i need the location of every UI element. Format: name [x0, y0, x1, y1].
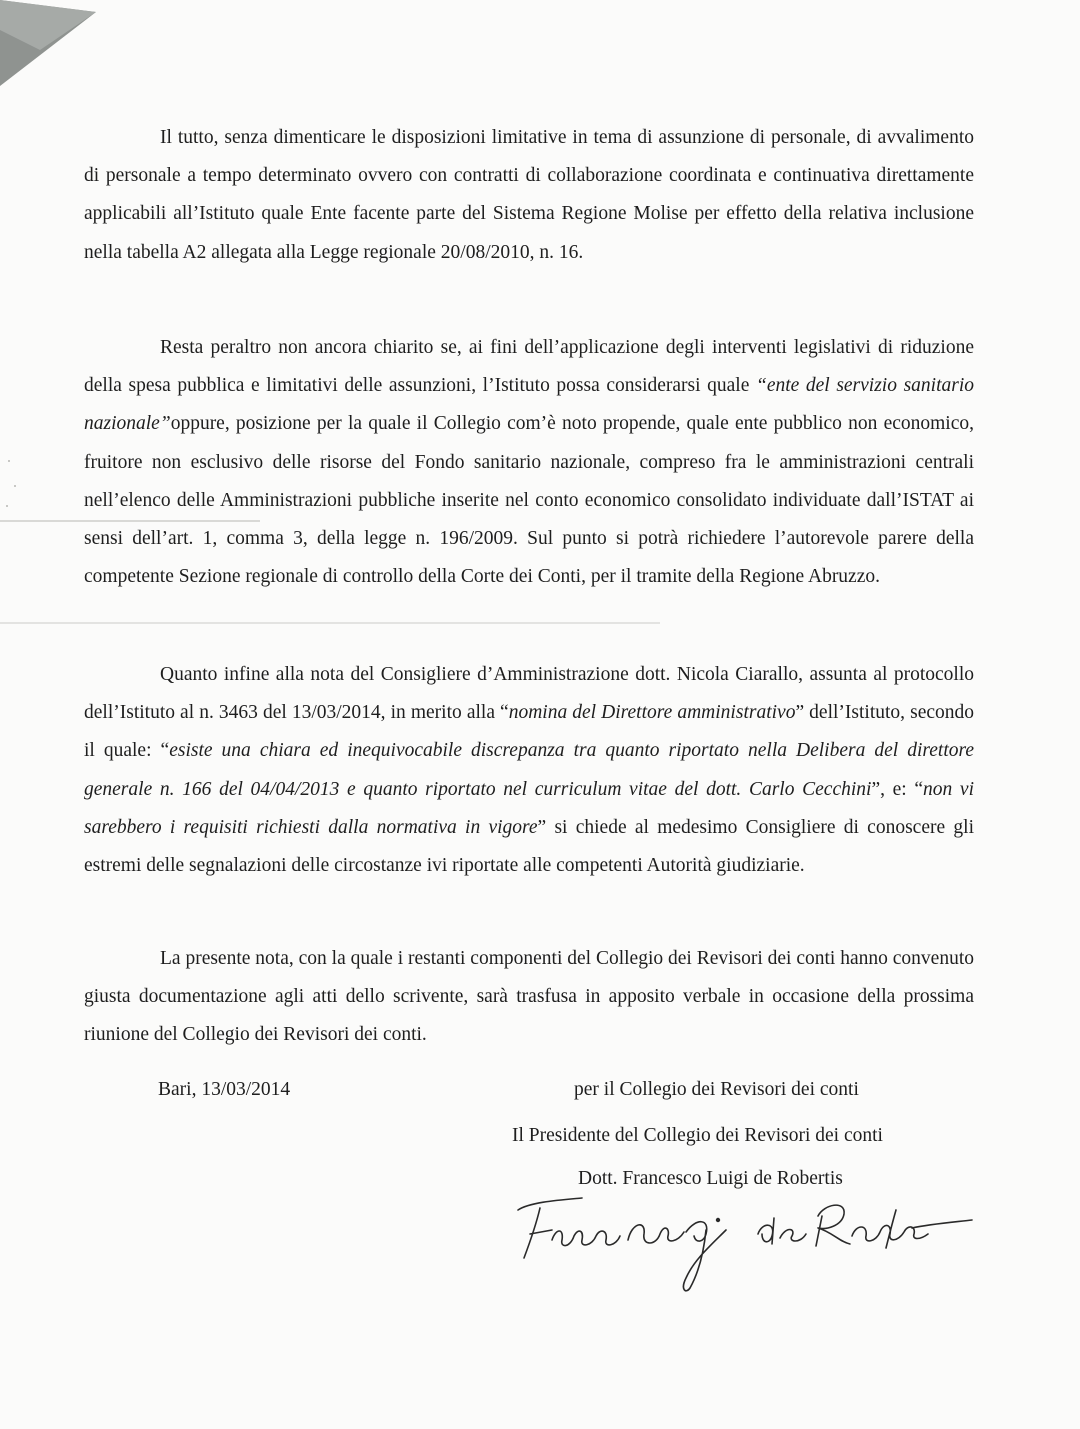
paragraph-text: ” dell’Istituto, secondo il quale: “ — [84, 702, 975, 762]
paragraph-text: Il tutto, senza dimenticare le disposizioni limitative in tema di assunzione di personale, di avvalimento di personale a tempo determinato ovvero con contratti di collaborazione coordinata e continuativa direttamente applicabili all’Istituto quale Ente facente parte del Sistema Regione Molise per effetto della relativa inclusione nella tabella A2 allegata alla Legge regionale 20/08/2010, n. 16. — [84, 127, 974, 263]
paragraph — [84, 119, 974, 272]
paragraph — [84, 329, 974, 596]
paragraph-text: oppure, posizione per la quale il Collegio com’è noto propende, quale ente pubblico non economico, fruitore non esclusivo delle risorse del Fondo sanitario nazionale, compreso fra le amministrazioni centrali nell’elenco delle Amministrazioni pubbliche inserite nel conto economico consolidato individuate dall’ISTAT ai sensi dell’art. 1, comma 3, della legge n. 196/2009. Sul punto si potrà richiedere l’autorevole parere della competente Sezione regionale di controllo della Corte dei Conti, per il tramite della Regione Abruzzo. — [84, 413, 974, 588]
paragraph-text: La presente nota, con la quale i restanti componenti del Collegio dei Revisori dei conti hanno convenuto giusta documentazione agli atti dello scrivente, sarà trasfusa in apposito verbale in occasione della prossima riunione del Collegio dei Revisori dei conti. — [84, 948, 974, 1046]
italic-quote: nomina del Direttore amministrativo — [508, 702, 796, 724]
handwritten-signature — [500, 1170, 980, 1300]
italic-quote: esiste una chiara ed inequivocabile discrepanza tra quanto riportato nella Delibera del direttore generale n. 166 del 04/04/2013 e quanto riportato nel curriculum vitae del dott. Carlo Cecchini — [84, 740, 975, 800]
scan-speck — [14, 485, 16, 487]
scan-speck — [6, 505, 8, 507]
paragraph-text: Resta peraltro non ancora chiarito se, ai fini dell’applicazione degli interventi legislativi di riduzione della spesa pubblica e limitativi delle assunzioni, l’Istituto possa considerarsi quale — [84, 337, 974, 397]
president-title: Il Presidente del Collegio dei Revisori dei conti — [512, 1125, 883, 1146]
scan-corner-fold — [0, 0, 110, 100]
signer-name: Dott. Francesco Luigi de Robertis — [578, 1168, 843, 1189]
for-college-line: per il Collegio dei Revisori dei conti — [574, 1079, 859, 1100]
paragraph-text: ” si chiede al medesimo Consigliere di conoscere gli estremi delle segnalazioni delle circostanze ivi riportate alle competenti Autorità giudiziarie. — [84, 816, 974, 877]
paragraph-text: Quanto infine alla nota del Consigliere d’Amministrazione dott. Nicola Ciarallo, assunta al protocollo dell’Istituto al n. 3463 del 13/03/2014, in merito alla “ — [84, 664, 974, 724]
paragraph-text: ”, e: “ — [871, 778, 924, 800]
italic-quote: “ente del servizio sanitario nazionale” — [84, 375, 974, 435]
paragraph — [84, 940, 974, 1055]
italic-quote: non vi sarebbero i requisiti richiesti dalla normativa in vigore — [84, 778, 974, 838]
place-date: Bari, 13/03/2014 — [158, 1079, 291, 1100]
scan-artifact-line — [0, 622, 660, 624]
paragraph — [84, 656, 974, 885]
scan-speck — [8, 460, 10, 462]
